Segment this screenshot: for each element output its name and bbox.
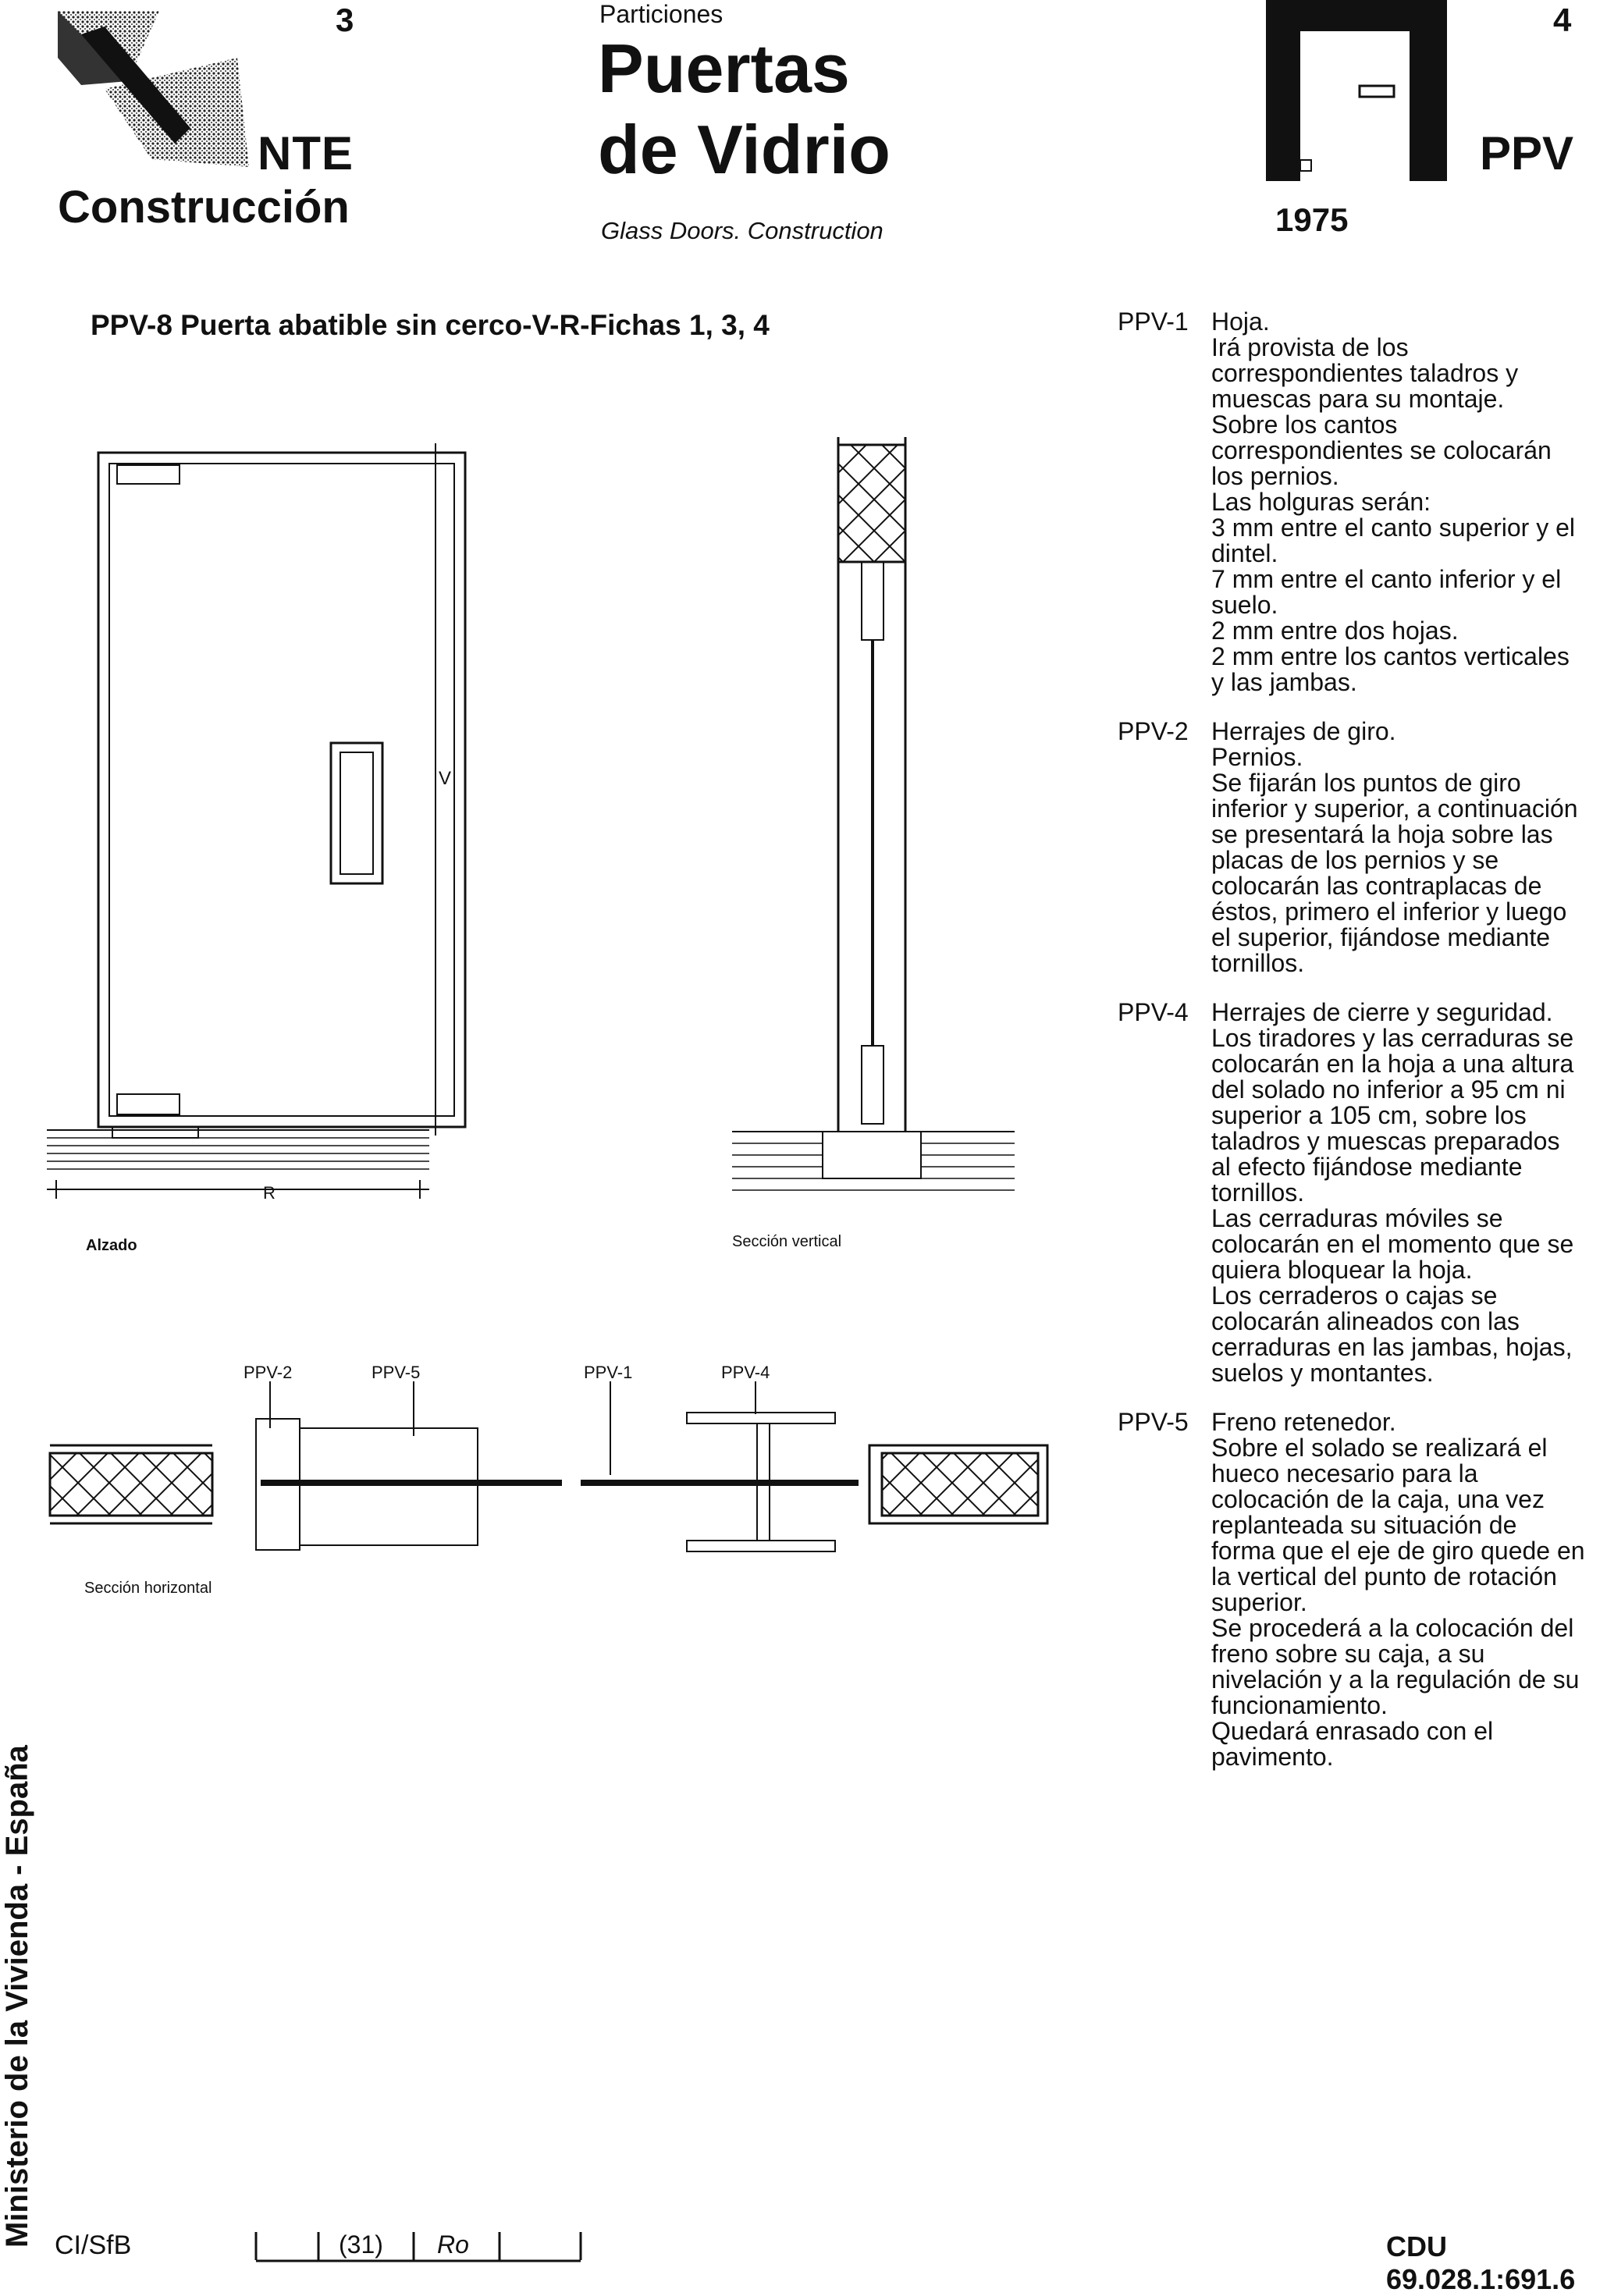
- spec-code: PPV-1: [1118, 307, 1189, 336]
- callout-ppv-2: PPV-2: [244, 1363, 293, 1382]
- spec-code: PPV-5: [1118, 1408, 1189, 1436]
- cdu-code: CDU 69.028.1:691.6: [1386, 2230, 1576, 2295]
- spec-paragraph: 2 mm entre los cantos verticales y las jambas.: [1211, 642, 1570, 696]
- spec-body: [1211, 1000, 1586, 1386]
- caption-elevation: Alzado: [86, 1237, 137, 1254]
- spec-ppv-1: [1118, 309, 1586, 695]
- technical-drawings: [47, 421, 1077, 1608]
- spec-code: PPV-2: [1118, 717, 1189, 745]
- cisfb-class: (31): [339, 2230, 383, 2259]
- spec-heading: Hoja.: [1211, 307, 1270, 336]
- caption-vertical-section: Sección vertical: [732, 1233, 842, 1250]
- spec-paragraph: Sobre los cantos correspondientes se colocarán los pernios.: [1211, 411, 1552, 490]
- page-title-line-2: de Vidrio: [598, 111, 891, 188]
- trowel-logo-icon: [58, 11, 253, 167]
- spec-ppv-5: [1118, 1409, 1586, 1770]
- spec-ppv-4: [1118, 1000, 1586, 1386]
- section-label: Particiones: [599, 0, 724, 28]
- sheet-number: 4: [1553, 2, 1572, 38]
- spec-paragraph: Las holguras serán:: [1211, 488, 1431, 516]
- publication-year: 1975: [1275, 201, 1349, 238]
- logo-label: Construcción: [58, 182, 350, 233]
- spec-paragraph: Se procederá a la colocación del freno sobre su caja, a su nivelación y a la regulación de su funcionamiento.: [1211, 1614, 1580, 1719]
- spec-paragraph: Quedará enrasado con el pavimento.: [1211, 1717, 1494, 1771]
- spec-ppv-2: [1118, 719, 1586, 976]
- page-title-line-1: Puertas: [598, 30, 850, 107]
- spec-heading: Freno retenedor.: [1211, 1408, 1396, 1436]
- horizontal-section-drawing: [50, 1381, 1047, 1551]
- spec-paragraph: Se fijarán los puntos de giro inferior y superior, a continuación se presentará la hoja sobre las placas de los pernios y se colocarán las contraplacas de éstos, primero el inferior y luego el superior, fijándose mediante tornillos.: [1211, 769, 1578, 977]
- specification-list: [1118, 309, 1586, 1793]
- spec-paragraph: Los cerraderos o cajas se colocarán alineados con las cerraduras en las jambas, hojas, suelos y montantes.: [1211, 1281, 1573, 1387]
- spec-paragraph: Irá provista de los correspondientes taladros y muescas para su montaje.: [1211, 333, 1519, 413]
- spec-paragraph: Los tiradores y las cerraduras se colocarán en la hoja a una altura del solado no inferior a 95 cm ni superior a 105 cm, sobre los taladros y muescas preparados al efecto fijándose mediante tornillos.: [1211, 1024, 1574, 1207]
- elevation-drawing: [47, 443, 465, 1199]
- spec-body: [1211, 1409, 1586, 1770]
- publisher-side-text: Ministerio de la Vivienda - España: [0, 1745, 34, 2248]
- cisfb-label: CI/SfB: [55, 2230, 132, 2260]
- dimension-r-label: R: [263, 1183, 276, 1203]
- spec-body: [1211, 309, 1586, 695]
- door-icon: [1266, 0, 1447, 181]
- logo-code: NTE: [258, 127, 354, 179]
- logo-number: 3: [336, 2, 354, 38]
- spec-paragraph: 3 mm entre el canto superior y el dintel.: [1211, 514, 1575, 567]
- page-subtitle: Glass Doors. Construction: [601, 217, 883, 244]
- spec-heading: Herrajes de cierre y seguridad.: [1211, 998, 1553, 1026]
- spec-code: PPV-4: [1118, 998, 1189, 1026]
- spec-paragraph: Pernios.: [1211, 743, 1303, 771]
- spec-paragraph: Las cerraduras móviles se colocarán en el momento que se quiera bloquear la hoja.: [1211, 1204, 1574, 1284]
- callout-ppv-4: PPV-4: [721, 1363, 770, 1382]
- caption-horizontal-section: Sección horizontal: [84, 1580, 212, 1597]
- document-code: PPV: [1480, 127, 1574, 179]
- callout-ppv-1: PPV-1: [584, 1363, 633, 1382]
- dimension-v-label: V: [439, 768, 452, 789]
- cisfb-classification-box: [250, 2229, 585, 2263]
- spec-body: [1211, 719, 1586, 976]
- cisfb-code: Ro: [437, 2230, 469, 2259]
- spec-paragraph: 2 mm entre dos hojas.: [1211, 617, 1459, 645]
- callout-ppv-5: PPV-5: [372, 1363, 421, 1382]
- vertical-section-drawing: [732, 437, 1015, 1190]
- spec-heading: Herrajes de giro.: [1211, 717, 1396, 745]
- spec-paragraph: Sobre el solado se realizará el hueco necesario para la colocación de la caja, una vez replanteada su situación de forma que el eje de giro quede en la vertical del punto de rotación superior.: [1211, 1434, 1585, 1616]
- spec-paragraph: 7 mm entre el canto inferior y el suelo.: [1211, 565, 1562, 619]
- figure-title: PPV-8 Puerta abatible sin cerco-V-R-Fichas 1, 3, 4: [91, 309, 770, 341]
